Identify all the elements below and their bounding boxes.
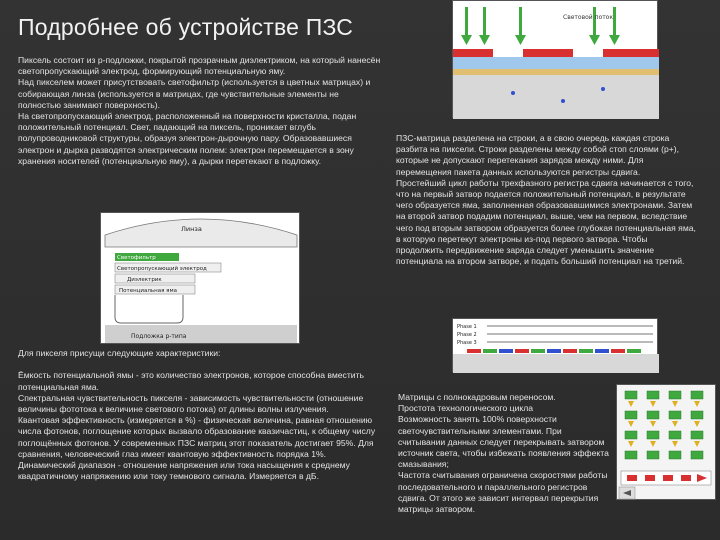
paragraph: На светопропускающий электрод, расположенный на поверхности кристалла, подан положительный потенциал. Свет, падающий на пиксель, проникает вглубь полупроводниковой структуры, образуя электрон-дырочную пару. Образовавшиеся электрон и дырка разводятся электрическим полем: электрон перемещается в зону хранения носителей (потенциальную яму), а дырки перетекают в подложку. <box>18 111 357 166</box>
layer-label: Линза <box>181 225 202 233</box>
light-diagram-svg <box>453 1 659 119</box>
text-block-characteristics <box>18 348 384 482</box>
matrix-svg <box>617 385 717 501</box>
light-arrows <box>461 7 620 45</box>
substrate-layer <box>453 75 659 119</box>
layer-label: Подложка p-типа <box>131 333 187 340</box>
paragraph: Ёмкость потенциальной ямы - это количество электронов, которое способна вместить потенциальная яма. <box>18 370 364 392</box>
text-block-pixel-structure <box>18 55 384 167</box>
text-block-full-frame <box>398 392 610 515</box>
full-frame-matrix-diagram <box>616 384 716 500</box>
slide-title: Подробнее об устройстве ПЗС <box>18 14 354 40</box>
paragraph: Квантовая эффективность (измеряется в %) - физическая величина, равная отношению числа фотонов, поглощение которых вызвало образование квазичастиц, к общему числу поглощённых фотонов. У современных ПЗС матриц этот показатель достигает 95%. Для сравнения, человеческий глаз имеет квантовую эффективность порядка 1%. <box>18 415 376 459</box>
gate-row <box>467 349 641 353</box>
pixel-layers-diagram <box>100 212 300 344</box>
light-on-pixels-diagram <box>452 0 658 118</box>
paragraph: Спектральная чувствительность пикселя - зависимость чувствительности (отношение величины фототока к величине светового потока) от длины волны излучения. <box>18 392 364 415</box>
phase-label: Phase 2 <box>457 332 477 338</box>
paragraph: Пиксель состоит из p-подложки, покрытой прозрачным диэлектриком, на который нанесён светопропускающий электрод, формирующий потенциальную яму. <box>18 55 381 77</box>
layer-label: Светофильтр <box>117 255 156 261</box>
paragraph: ПЗС-матрица разделена на строки, а в свою очередь каждая строка разбита на пиксели. Строки разделены между собой стоп слоями (p+), которые не допускают перетекания зарядов между ними. Для перемещения пакета данных используются регистры сдвига. <box>396 133 680 177</box>
paragraph: Простота технологического цикла <box>398 403 534 414</box>
layers-svg <box>101 213 301 345</box>
paragraph: Над пикселем может присутствовать светофильтр (используется в цветных матрицах) и собирающая линза (используется в матрицах, где чувствительные элементы не полностью занимают поверхность). <box>18 77 371 110</box>
transfer-arrows <box>628 401 700 447</box>
dielectric-layer <box>453 57 659 69</box>
phase-label: Phase 3 <box>457 340 477 346</box>
paragraph: Частота считывания ограничена скоростями работы последовательного и параллельного регистров сдвига. От этого же зависит интервал перекрытия матрицы затвором. <box>398 470 608 515</box>
paragraph: Простейший цикл работы трехфазного регистра сдвига начинается с того, что на первый затвор подается положительный потенциал, в результате чего образуется яма, заполненная образовавшимися электронами. Затем на второй затвор подадим потенциал, выше, чем на первом, вследствие чего под вторым затвором образуется более глубокая потенциальная яма, в которую перетекут электроны из-под первого затвора. Чтобы продолжить передвижение заряда следует уменьшить значение потенциала на втором затворе, и подать больший потенциал на третий. <box>396 177 696 267</box>
text-block-shift-register <box>396 133 696 267</box>
paragraph: Динамический диапазон - отношение напряжения или тока насыщения к среднему квадратичному напряжению или току темнового сигнала. Измеряется в дБ. <box>18 460 350 482</box>
paragraph: Матрицы с полнокадровым переносом. <box>398 392 556 402</box>
layer-label: Диэлектрик <box>127 277 162 283</box>
layer-label: Потенциальная яма <box>119 288 177 294</box>
paragraph <box>18 359 384 370</box>
paragraph: Возможность занять 100% поверхности светочувствительными элементами. При считывании данных следует перекрывать затвором источник света, чтобы избежать появления эффекта смазывания; <box>398 414 609 470</box>
phase-label: Phase 1 <box>457 324 477 330</box>
shift-register-diagram <box>452 318 658 372</box>
shift-register-svg <box>453 319 659 373</box>
well-layer <box>453 69 659 75</box>
electrode-layer <box>453 49 659 57</box>
paragraph: Для пикселя присущи следующие характеристики: <box>18 348 221 358</box>
pixel-grid <box>625 391 703 459</box>
diagram-label: Световой поток <box>563 14 613 21</box>
layer-label: Светопропускающий электрод <box>117 266 207 272</box>
